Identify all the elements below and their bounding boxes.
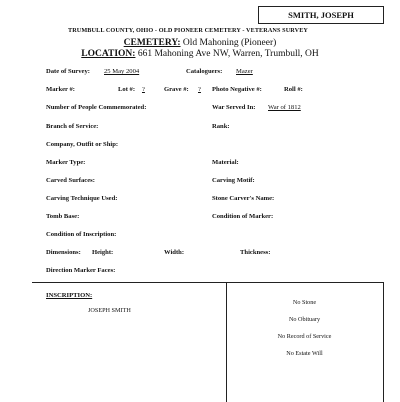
location-label: LOCATION: xyxy=(81,49,136,59)
lot-label: Lot #: xyxy=(118,86,136,93)
dimensions-label: Dimensions: xyxy=(46,249,81,256)
cemetery-label: CEMETERY: xyxy=(123,38,181,48)
cataloguers-value: Mazer xyxy=(236,68,253,75)
material-label: Material: xyxy=(212,159,239,166)
width-label: Width: xyxy=(164,249,185,256)
roll-label: Roll #: xyxy=(284,86,303,93)
cemetery-value: Old Mahoning (Pioneer) xyxy=(182,38,277,48)
date-of-survey-label: Date of Survey: xyxy=(46,68,90,75)
war-served-label: War Served In: xyxy=(212,104,256,111)
location-value: 661 Mahoning Ave NW, Warren, Trumbull, OH xyxy=(137,49,319,59)
branch-label: Branch of Service: xyxy=(46,123,99,130)
name-box: SMITH, JOSEPH xyxy=(258,6,384,24)
cemetery-line xyxy=(0,38,400,48)
section-divider xyxy=(32,282,384,283)
thickness-label: Thickness: xyxy=(240,249,271,256)
war-served-value: War of 1812 xyxy=(268,104,301,111)
carving-motif-label: Carving Motif: xyxy=(212,177,255,184)
rank-label: Rank: xyxy=(212,123,230,130)
lot-value: ? xyxy=(142,86,145,93)
inscription-label: INSCRIPTION: xyxy=(46,292,93,299)
note-item: No Obituary xyxy=(288,316,321,323)
marker-label: Marker #: xyxy=(46,86,75,93)
note-item: No Record of Service xyxy=(277,333,332,340)
direction-label: Direction Marker Faces: xyxy=(46,267,116,274)
photo-negative-label: Photo Negative #: xyxy=(212,86,262,93)
note-item: No Estate Will xyxy=(286,350,323,357)
survey-subtitle: TRUMBULL COUNTY, OHIO - OLD PIONEER CEMETERY - VETERANS SURVEY xyxy=(68,27,309,34)
carved-surfaces-label: Carved Surfaces: xyxy=(46,177,95,184)
inscription-text: JOSEPH SMITH xyxy=(88,307,131,314)
right-border xyxy=(383,282,384,402)
height-label: Height: xyxy=(92,249,114,256)
tomb-base-label: Tomb Base: xyxy=(46,213,80,220)
grave-value: ? xyxy=(198,86,201,93)
company-label: Company, Outfit or Ship: xyxy=(46,141,119,148)
location-line xyxy=(0,49,400,59)
carving-technique-label: Carving Technique Used: xyxy=(46,195,118,202)
condition-inscription-label: Condition of Inscription: xyxy=(46,231,117,238)
note-item: No Stone xyxy=(292,299,317,306)
date-of-survey-value: 25 May 2004 xyxy=(104,68,140,75)
grave-label: Grave #: xyxy=(164,86,189,93)
condition-marker-label: Condition of Marker: xyxy=(212,213,274,220)
cataloguers-label: Cataloguers: xyxy=(186,68,223,75)
marker-type-label: Marker Type: xyxy=(46,159,86,166)
stone-carver-label: Stone Carver's Name: xyxy=(212,195,275,202)
people-commemorated-label: Number of People Commemorated: xyxy=(46,104,147,111)
